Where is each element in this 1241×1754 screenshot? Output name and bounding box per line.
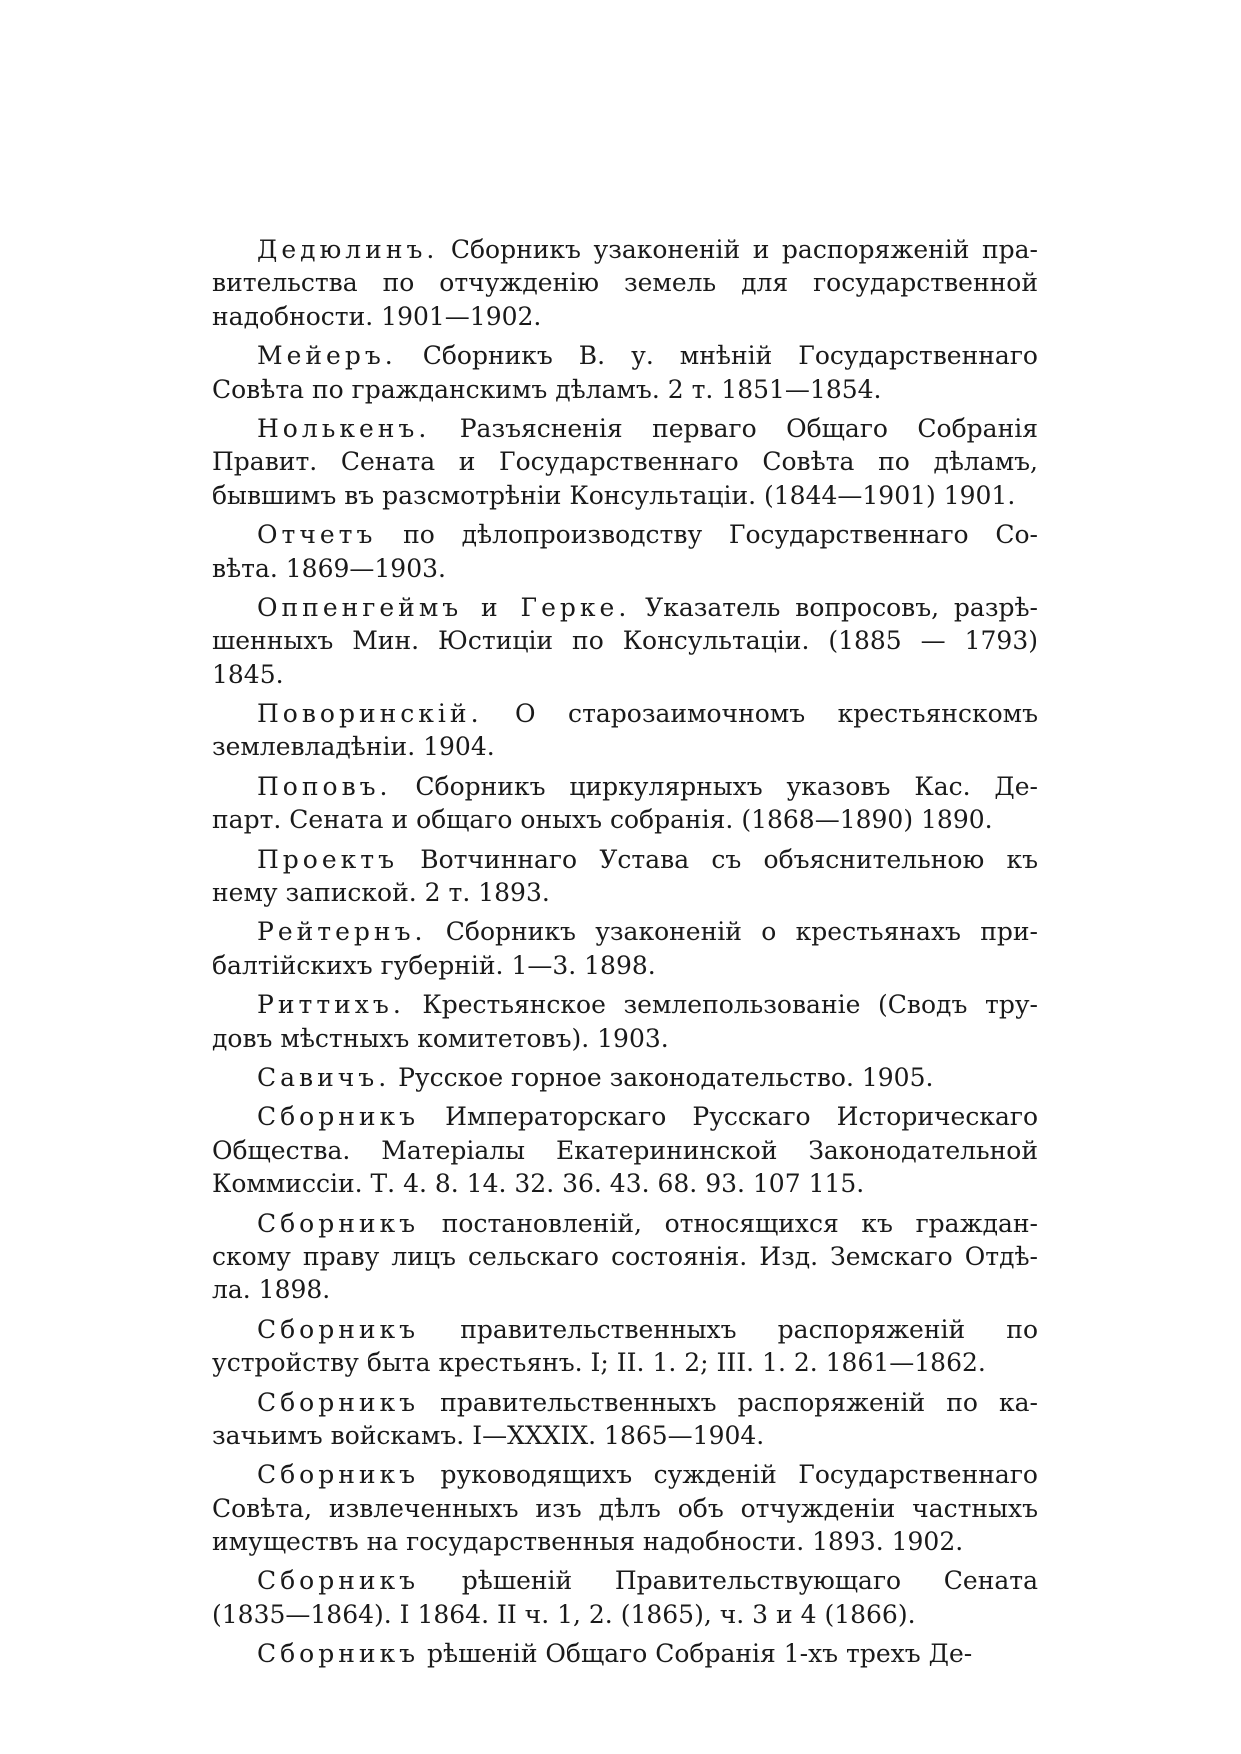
entry-continuation-line	[212, 300, 1038, 333]
entry-text: имуществъ на государственныя надобности. 1893. 1902.	[212, 1527, 964, 1557]
entry-text: 1845.	[212, 659, 284, 689]
entry-continuation-line	[212, 1240, 1038, 1273]
entry-continuation-line	[212, 730, 1038, 763]
entry-continuation-line	[212, 624, 1038, 657]
entry-author: Сборникъ	[257, 1314, 420, 1344]
entry-continuation-line	[212, 479, 1038, 512]
entry-text: Правит. Сената и Государственнаго Совѣта по дѣламъ,	[212, 447, 1038, 477]
entry-continuation-line	[212, 1134, 1038, 1167]
bibliography-entry	[212, 1564, 1038, 1631]
entry-author: Мейеръ.	[257, 341, 397, 371]
entry-text: Общества. Матеріалы Екатерининской Законодательной	[212, 1135, 1038, 1165]
entry-continuation-line	[212, 1598, 1038, 1631]
bibliography-entry	[212, 915, 1038, 982]
entry-first-line	[212, 770, 1038, 803]
entry-continuation-line	[212, 1273, 1038, 1306]
entry-first-line	[212, 1061, 1038, 1094]
bibliography-entry	[212, 988, 1038, 1055]
entry-continuation-line	[212, 876, 1038, 909]
bibliography-entry	[212, 591, 1038, 691]
entry-continuation-line	[212, 1492, 1038, 1525]
entry-text: шенныхъ Мин. Юстиціи по Консультаціи. (1885 — 1793)	[212, 626, 1038, 656]
entry-text: Сборникъ В. у. мнѣній Государственнаго	[396, 341, 1038, 371]
entry-first-line	[212, 1386, 1038, 1419]
entry-text: Крестьянское землепользованіе (Сводъ тру-	[404, 990, 1038, 1020]
entry-continuation-line	[212, 1167, 1038, 1200]
entry-continuation-line	[212, 552, 1038, 585]
entry-text: довъ мѣстныхъ комитетовъ). 1903.	[212, 1023, 669, 1053]
entry-text: Коммиссіи. Т. 4. 8. 14. 32. 36. 43. 68. 93. 107 115.	[212, 1169, 865, 1199]
entry-author: Нолькенъ.	[257, 413, 431, 443]
entry-author: Сборникъ	[257, 1208, 420, 1238]
entry-first-line	[212, 1313, 1038, 1346]
entry-text: Разъясненія перваго Общаго Собранія	[430, 413, 1038, 443]
entry-first-line	[212, 591, 1038, 624]
bibliography-list	[212, 233, 1038, 1671]
bibliography-entry	[212, 770, 1038, 837]
entry-first-line	[212, 1207, 1038, 1240]
entry-author: Сборникъ	[257, 1387, 420, 1417]
entry-text: землевладѣніи. 1904.	[212, 732, 495, 762]
bibliography-entry	[212, 518, 1038, 585]
entry-first-line	[212, 697, 1038, 730]
bibliography-entry	[212, 1313, 1038, 1380]
entry-text: Сборникъ циркулярныхъ указовъ Кас. Де-	[391, 771, 1038, 801]
entry-text: балтійскихъ губерній. 1—3. 1898.	[212, 950, 656, 980]
entry-continuation-line	[212, 1525, 1038, 1558]
entry-author: Дедюлинъ.	[257, 235, 439, 264]
bibliography-entry	[212, 1207, 1038, 1307]
entry-continuation-line	[212, 373, 1038, 406]
entry-first-line	[212, 843, 1038, 876]
entry-text: постановленій, относящихся къ граждан-	[419, 1208, 1038, 1238]
entry-text: Сборникъ узаконеній и распоряженій пра-	[438, 235, 1038, 264]
entry-author: Риттихъ.	[257, 990, 405, 1020]
entry-text: рѣшеній Общаго Собранія 1-хъ трехъ Де-	[419, 1639, 973, 1669]
entry-first-line	[212, 518, 1038, 551]
entry-text: ла. 1898.	[212, 1275, 331, 1305]
entry-first-line	[212, 915, 1038, 948]
entry-text: зачьимъ войскамъ. I—XXXIX. 1865—1904.	[212, 1420, 765, 1450]
entry-text: вѣта. 1869—1903.	[212, 553, 446, 583]
entry-text: (1835—1864). I 1864. II ч. 1, 2. (1865), ч. 3 и 4 (1866).	[212, 1599, 916, 1629]
entry-text: правительственныхъ распоряженій по	[419, 1314, 1038, 1344]
entry-first-line	[212, 412, 1038, 445]
entry-author: Сборникъ	[257, 1566, 420, 1596]
entry-text: Указатель вопросовъ, разрѣ-	[630, 592, 1038, 622]
bibliography-entry	[212, 233, 1038, 333]
entry-text: надобности. 1901—1902.	[212, 301, 542, 331]
entry-text: Вотчиннаго Устава съ объяснительною къ	[398, 844, 1038, 874]
entry-continuation-line	[212, 445, 1038, 478]
entry-continuation-line	[212, 266, 1038, 299]
entry-first-line	[212, 233, 1038, 266]
entry-text: руководящихъ сужденій Государственнаго	[419, 1460, 1038, 1490]
entry-author: Отчетъ	[257, 520, 377, 550]
entry-continuation-line	[212, 803, 1038, 836]
entry-continuation-line	[212, 1419, 1038, 1452]
bibliography-entry	[212, 1386, 1038, 1453]
entry-text: парт. Сената и общаго оныхъ собранія. (1868—1890) 1890.	[212, 805, 993, 835]
entry-continuation-line	[212, 1346, 1038, 1379]
entry-author: Савичъ.	[257, 1062, 391, 1092]
entry-continuation-line	[212, 1022, 1038, 1055]
bibliography-entry	[212, 412, 1038, 512]
entry-text: вительства по отчужденію земель для государственной	[212, 268, 1038, 298]
entry-first-line	[212, 988, 1038, 1021]
entry-author: Сборникъ	[257, 1460, 420, 1490]
entry-first-line	[212, 339, 1038, 372]
entry-author: Оппенгеймъ и Герке.	[257, 592, 631, 622]
bibliography-entry	[212, 697, 1038, 764]
bibliography-entry	[212, 1061, 1038, 1094]
entry-text: Совѣта по гражданскимъ дѣламъ. 2 т. 1851—1854.	[212, 374, 882, 404]
entry-text: нему запиской. 2 т. 1893.	[212, 878, 550, 908]
entry-text: Императорскаго Русскаго Историческаго	[419, 1102, 1038, 1132]
entry-first-line	[212, 1458, 1038, 1491]
entry-author: Поповъ.	[257, 771, 392, 801]
entry-author: Проектъ	[257, 844, 399, 874]
bibliography-entry	[212, 1100, 1038, 1200]
entry-text: Сборникъ узаконеній о крестьянахъ при-	[426, 917, 1038, 947]
entry-author: Рейтернъ.	[257, 917, 427, 947]
entry-text: рѣшеній Правительствующаго Сената	[419, 1566, 1038, 1596]
entry-text: О старозаимочномъ крестьянскомъ	[482, 699, 1038, 729]
bibliography-entry	[212, 1458, 1038, 1558]
entry-first-line	[212, 1564, 1038, 1597]
entry-first-line	[212, 1100, 1038, 1133]
entry-continuation-line	[212, 949, 1038, 982]
bibliography-entry	[212, 339, 1038, 406]
entry-text: правительственныхъ распоряженій по ка-	[419, 1387, 1038, 1417]
entry-author: Поворинскій.	[257, 699, 483, 729]
bibliography-entry	[212, 1637, 1038, 1670]
entry-continuation-line	[212, 658, 1038, 691]
entry-author: Сборникъ	[257, 1102, 420, 1132]
entry-author: Сборникъ	[257, 1639, 420, 1669]
entry-text: скому праву лицъ сельскаго состоянія. Изд. Земскаго Отдѣ-	[212, 1241, 1038, 1271]
entry-text: Русское горное законодательство. 1905.	[390, 1062, 934, 1092]
entry-text: по дѣлопроизводству Государственнаго Со-	[376, 520, 1038, 550]
entry-text: устройству быта крестьянъ. I; II. 1. 2; III. 1. 2. 1861—1862.	[212, 1348, 986, 1378]
bibliography-entry	[212, 843, 1038, 910]
entry-text: Совѣта, извлеченныхъ изъ дѣлъ объ отчужденіи частныхъ	[212, 1493, 1038, 1523]
entry-text: бывшимъ въ разсмотрѣніи Консультаціи. (1844—1901) 1901.	[212, 480, 1016, 510]
entry-first-line	[212, 1637, 1038, 1670]
